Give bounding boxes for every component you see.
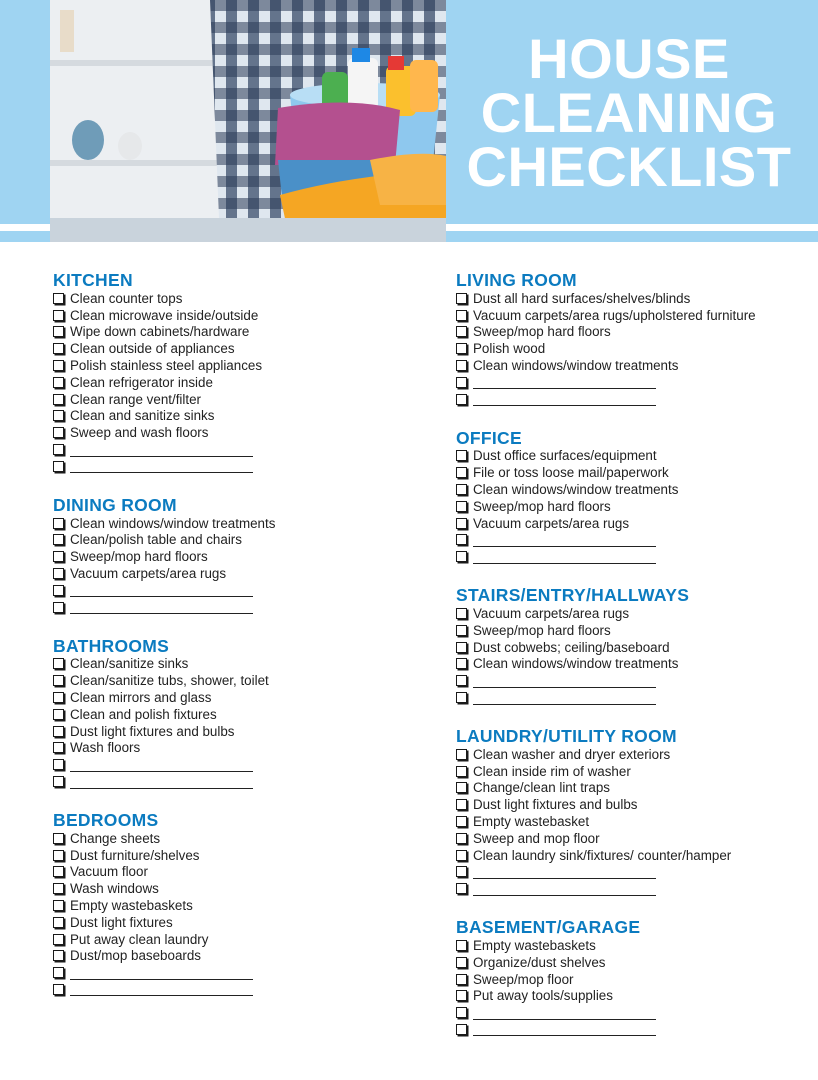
section-title: LAUNDRY/UTILITY ROOM (456, 725, 677, 746)
blank-write-in-line[interactable] (70, 966, 253, 980)
checklist-item (53, 847, 413, 864)
checkbox-icon[interactable] (456, 518, 467, 529)
checkbox-icon[interactable] (456, 293, 467, 304)
blank-write-in-line[interactable] (70, 758, 253, 772)
blank-write-in-line[interactable] (473, 1006, 656, 1020)
checklist-item-label: Clean windows/window treatments (70, 515, 276, 531)
checklist-item-label: Clean/sanitize sinks (70, 656, 189, 672)
checkbox-icon[interactable] (456, 310, 467, 321)
checklist-item (456, 639, 816, 656)
left-column (53, 270, 413, 1018)
checkbox-icon[interactable] (53, 427, 64, 438)
checklist-item-label: Wipe down cabinets/hardware (70, 324, 250, 340)
blank-checklist-item (456, 548, 816, 565)
section-title: BASEMENT/GARAGE (456, 917, 641, 938)
checklist-item-label: Vacuum floor (70, 864, 148, 880)
blank-write-in-line[interactable] (473, 1022, 656, 1036)
checklist-item-label: Dust light fixtures and bulbs (473, 797, 638, 813)
checklist-item (53, 689, 413, 706)
checklist-item (53, 374, 413, 391)
section-bathrooms (53, 636, 413, 790)
checklist-item (53, 740, 413, 757)
checkbox-icon[interactable] (456, 467, 467, 478)
checkbox-icon[interactable] (53, 850, 64, 861)
checkbox-icon[interactable] (456, 866, 467, 877)
checkbox-icon[interactable] (456, 974, 467, 985)
checkbox-icon[interactable] (456, 534, 467, 545)
checkbox-icon[interactable] (53, 866, 64, 877)
checklist-item-label: Sweep/mop hard floors (473, 324, 611, 340)
section-title: LIVING ROOM (456, 270, 577, 290)
checkbox-icon[interactable] (53, 934, 64, 945)
blank-checklist-item (53, 981, 413, 998)
checkbox-icon[interactable] (53, 742, 64, 753)
checklist-item (456, 464, 816, 481)
checklist-item (53, 864, 413, 881)
title-line: CHECKLIST (466, 135, 792, 198)
blank-write-in-line[interactable] (70, 459, 253, 473)
section-title: BATHROOMS (53, 635, 170, 656)
checkbox-icon[interactable] (456, 642, 467, 653)
checklist-item-label: Clean outside of appliances (70, 341, 235, 357)
checkbox-icon[interactable] (456, 1007, 467, 1018)
checklist-item-label: Clean and polish fixtures (70, 706, 217, 722)
checklist-item (456, 763, 816, 780)
checklist-item-label: Clean/polish table and chairs (70, 532, 242, 548)
checklist-item (456, 830, 816, 847)
checkbox-icon[interactable] (456, 625, 467, 636)
checkbox-icon[interactable] (456, 377, 467, 388)
section-title: STAIRS/ENTRY/HALLWAYS (456, 585, 690, 606)
checkbox-icon[interactable] (456, 675, 467, 686)
checkbox-icon[interactable] (53, 326, 64, 337)
checkbox-icon[interactable] (53, 534, 64, 545)
checkbox-icon[interactable] (456, 551, 467, 562)
checklist-item (456, 813, 816, 830)
checklist-item-label: Clean counter tops (70, 290, 183, 306)
checkbox-icon[interactable] (456, 782, 467, 793)
checklist-item (53, 357, 413, 374)
checkbox-icon[interactable] (53, 883, 64, 894)
checkbox-icon[interactable] (53, 293, 64, 304)
blank-write-in-line[interactable] (473, 533, 656, 547)
checklist-item (456, 622, 816, 639)
checklist-item (53, 948, 413, 965)
checkbox-icon[interactable] (53, 377, 64, 388)
checklist-item-label: Wash floors (70, 740, 141, 756)
checklist-item-label: Organize/dust shelves (473, 954, 606, 970)
checklist-item-label: Clean refrigerator inside (70, 374, 213, 390)
section-living-room (456, 270, 816, 408)
section-kitchen (53, 270, 413, 475)
checklist-item (456, 605, 816, 622)
checklist-item-label: Vacuum carpets/area rugs/upholstered furniture (473, 307, 756, 323)
section-laundry-utility-room (456, 726, 816, 897)
checklist-item (456, 498, 816, 515)
checklist-item (456, 324, 816, 341)
checkbox-icon[interactable] (456, 360, 467, 371)
blank-write-in-line[interactable] (70, 982, 253, 996)
checklist-item-label: Sweep and mop floor (473, 830, 600, 846)
checkbox-icon[interactable] (53, 343, 64, 354)
section-office (456, 428, 816, 566)
blank-checklist-item (53, 441, 413, 458)
blank-checklist-item (456, 1004, 816, 1021)
checklist-item (53, 656, 413, 673)
checkbox-icon[interactable] (456, 850, 467, 861)
checklist-item (456, 357, 816, 374)
checkbox-icon[interactable] (456, 343, 467, 354)
blank-checklist-item (53, 756, 413, 773)
checklist-item-label: Clean microwave inside/outside (70, 307, 259, 323)
checkbox-icon[interactable] (53, 833, 64, 844)
checkbox-icon[interactable] (456, 816, 467, 827)
cleaning-supplies-illustration (50, 0, 446, 242)
checkbox-icon[interactable] (456, 501, 467, 512)
checkbox-icon[interactable] (456, 799, 467, 810)
blank-checklist-item (456, 672, 816, 689)
checkbox-icon[interactable] (53, 444, 64, 455)
checkbox-icon[interactable] (456, 394, 467, 405)
checklist-item-label: Clean laundry sink/fixtures/ counter/hamper (473, 847, 732, 863)
checklist-item (53, 706, 413, 723)
checklist-item-label: Dust light fixtures and bulbs (70, 723, 235, 739)
section-title: BEDROOMS (53, 809, 159, 830)
checklist-item (53, 290, 413, 307)
blank-write-in-line[interactable] (473, 375, 656, 389)
checklist-item-label: Dust cobwebs; ceiling/baseboard (473, 639, 670, 655)
checklist-item (456, 937, 816, 954)
checklist-item (53, 548, 413, 565)
checkbox-icon[interactable] (53, 551, 64, 562)
checklist-item-label: Sweep/mop hard floors (70, 549, 208, 565)
checkbox-icon[interactable] (456, 957, 467, 968)
checkbox-icon[interactable] (456, 484, 467, 495)
checkbox-icon[interactable] (53, 461, 64, 472)
checklist-item-label: Sweep/mop hard floors (473, 498, 611, 514)
checklist-item (456, 796, 816, 813)
checklist-item (53, 565, 413, 582)
checklist-item-label: Clean mirrors and glass (70, 690, 212, 706)
checkbox-icon[interactable] (53, 518, 64, 529)
checklist-item (456, 448, 816, 465)
checkbox-icon[interactable] (53, 602, 64, 613)
checkbox-icon[interactable] (53, 692, 64, 703)
checklist-item (456, 971, 816, 988)
checklist-item-label: Sweep/mop floor (473, 971, 574, 987)
checkbox-icon[interactable] (53, 568, 64, 579)
checkbox-icon[interactable] (456, 749, 467, 760)
checkbox-icon[interactable] (53, 410, 64, 421)
checkbox-icon[interactable] (53, 900, 64, 911)
checkbox-icon[interactable] (53, 675, 64, 686)
checkbox-icon[interactable] (53, 726, 64, 737)
checklist-item-label: Dust/mop baseboards (70, 948, 202, 964)
checkbox-icon[interactable] (456, 692, 467, 703)
checklist-item (53, 723, 413, 740)
checklist-item-label: Sweep and wash floors (70, 425, 209, 441)
blank-write-in-line[interactable] (473, 882, 656, 896)
checklist-item (53, 424, 413, 441)
checklist-item-label: Clean and sanitize sinks (70, 408, 215, 424)
blank-write-in-line[interactable] (70, 443, 253, 457)
checklist-item (456, 307, 816, 324)
checklist-item-label: Put away clean laundry (70, 931, 209, 947)
checklist-item-label: Clean/sanitize tubs, shower, toilet (70, 673, 269, 689)
checklist-item-label: Polish stainless steel appliances (70, 358, 263, 374)
checklist-item (53, 931, 413, 948)
checklist-item (456, 780, 816, 797)
checklist-item (53, 391, 413, 408)
section-dining-room (53, 495, 413, 616)
checklist-item-label: Dust all hard surfaces/shelves/blinds (473, 290, 691, 306)
checkbox-icon[interactable] (53, 310, 64, 321)
checkbox-icon[interactable] (53, 984, 64, 995)
checkbox-icon[interactable] (53, 360, 64, 371)
checklist-item-label: Dust light fixtures (70, 914, 173, 930)
blank-write-in-line[interactable] (473, 550, 656, 564)
checklist-item (456, 290, 816, 307)
checkbox-icon[interactable] (456, 658, 467, 669)
blank-checklist-item (53, 582, 413, 599)
checklist-item (456, 340, 816, 357)
section-bedrooms (53, 810, 413, 998)
blank-write-in-line[interactable] (70, 600, 253, 614)
checklist-item-label: File or toss loose mail/paperwork (473, 465, 669, 481)
checklist-item (53, 532, 413, 549)
blank-checklist-item (53, 458, 413, 475)
checkbox-icon[interactable] (456, 940, 467, 951)
checklist-item-label: Dust furniture/shelves (70, 847, 200, 863)
right-column (456, 270, 816, 1058)
checkbox-icon[interactable] (456, 833, 467, 844)
checklist-item-label: Vacuum carpets/area rugs (70, 566, 227, 582)
checklist-item-label: Dust office surfaces/equipment (473, 448, 657, 464)
checkbox-icon[interactable] (456, 766, 467, 777)
checklist-item-label: Clean washer and dryer exteriors (473, 746, 671, 762)
section-title: OFFICE (456, 427, 522, 448)
checklist-item (456, 954, 816, 971)
checkbox-icon[interactable] (53, 394, 64, 405)
blank-checklist-item (456, 391, 816, 408)
title-line: CLEANING (480, 81, 778, 144)
checklist-item (456, 481, 816, 498)
checkbox-icon[interactable] (456, 1024, 467, 1035)
checklist-item (53, 408, 413, 425)
checkbox-icon[interactable] (53, 759, 64, 770)
blank-checklist-item (456, 374, 816, 391)
blank-checklist-item (53, 964, 413, 981)
blank-checklist-item (53, 599, 413, 616)
page-title (456, 27, 802, 198)
checklist-item (456, 746, 816, 763)
checklist-item (53, 307, 413, 324)
blank-checklist-item (53, 773, 413, 790)
checkbox-icon[interactable] (53, 709, 64, 720)
checklist-item-label: Clean windows/window treatments (473, 656, 679, 672)
checklist-item-label: Change sheets (70, 830, 161, 846)
section-stairs-entry-hallways (456, 585, 816, 706)
checklist-item (456, 656, 816, 673)
checklist-item (53, 897, 413, 914)
checkbox-icon[interactable] (53, 658, 64, 669)
checkbox-icon[interactable] (456, 608, 467, 619)
checklist-item-label: Vacuum carpets/area rugs (473, 515, 630, 531)
checklist-item-label: Empty wastebaskets (70, 898, 193, 913)
checklist-item-label: Clean windows/window treatments (473, 358, 679, 374)
checkbox-icon[interactable] (456, 450, 467, 461)
checklist-item (53, 914, 413, 931)
checklist-item-label: Polish wood (473, 341, 546, 357)
blank-write-in-line[interactable] (473, 691, 656, 705)
checklist-item-label: Clean windows/window treatments (473, 482, 679, 498)
checkbox-icon[interactable] (53, 917, 64, 928)
checkbox-icon[interactable] (53, 950, 64, 961)
checklist-item-label: Clean inside rim of washer (473, 763, 631, 779)
checklist-item (456, 847, 816, 864)
checkbox-icon[interactable] (456, 990, 467, 1001)
checklist-item (53, 340, 413, 357)
blank-write-in-line[interactable] (473, 674, 656, 688)
checklist-item (53, 324, 413, 341)
checklist-item-label: Empty wastebaskets (473, 938, 596, 953)
checklist-item-label: Empty wastebasket (473, 814, 590, 830)
hero-photo (50, 0, 446, 242)
checklist-item-label: Sweep/mop hard floors (473, 622, 611, 638)
blank-checklist-item (456, 1021, 816, 1038)
checkbox-icon[interactable] (53, 776, 64, 787)
checklist-item (53, 880, 413, 897)
blank-write-in-line[interactable] (473, 392, 656, 406)
blank-checklist-item (456, 532, 816, 549)
blank-checklist-item (456, 689, 816, 706)
checkbox-icon[interactable] (456, 326, 467, 337)
checklist-item (53, 672, 413, 689)
checkbox-icon[interactable] (53, 585, 64, 596)
checklist-item-label: Change/clean lint traps (473, 780, 610, 796)
blank-write-in-line[interactable] (70, 775, 253, 789)
section-title: KITCHEN (53, 270, 133, 290)
title-line: HOUSE (528, 27, 730, 90)
checkbox-icon[interactable] (456, 883, 467, 894)
section-title: DINING ROOM (53, 494, 177, 515)
checklist-item-label: Clean range vent/filter (70, 391, 202, 407)
section-basement-garage (456, 917, 816, 1038)
blank-checklist-item (456, 880, 816, 897)
blank-write-in-line[interactable] (70, 583, 253, 597)
checklist-item-label: Wash windows (70, 881, 159, 897)
checklist-item-label: Vacuum carpets/area rugs (473, 606, 630, 622)
checklist-item (53, 830, 413, 847)
checklist-item (53, 515, 413, 532)
checkbox-icon[interactable] (53, 967, 64, 978)
blank-write-in-line[interactable] (473, 865, 656, 879)
blank-checklist-item (456, 864, 816, 881)
checklist-item-label: Put away tools/supplies (473, 988, 613, 1004)
checklist-item (456, 988, 816, 1005)
checklist-item (456, 515, 816, 532)
